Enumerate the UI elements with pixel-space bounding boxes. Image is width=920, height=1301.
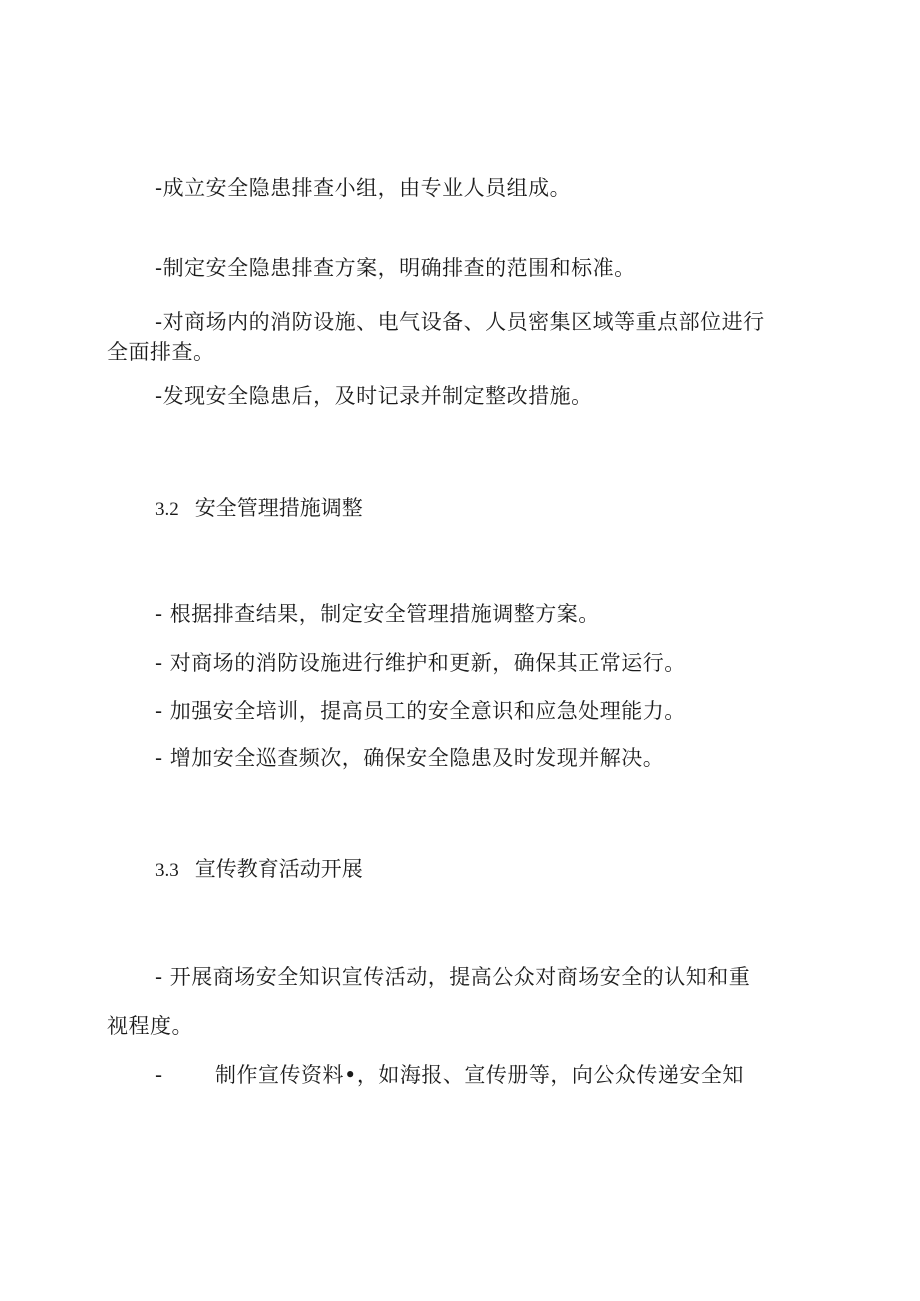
paragraph-record-hazards: -发现安全隐患后，及时记录并制定整改措施。 — [155, 384, 593, 408]
section-number: 3.3 — [155, 860, 179, 881]
paragraph-materials: 制作宣传资料•，如海报、宣传册等，向公众传递安全知 — [215, 1063, 744, 1087]
section-number: 3.2 — [155, 499, 179, 520]
paragraph-publicity-activity: - 开展商场安全知识宣传活动，提高公众对商场安全的认知和重 — [155, 965, 751, 989]
section-heading-3-2 — [155, 496, 363, 522]
paragraph-increase-patrols: - 增加安全巡查频次，确保安全隐患及时发现并解决。 — [155, 746, 665, 770]
paragraph-check-key-areas-cont: 全面排查。 — [107, 340, 215, 364]
paragraph-adjust-plan: - 根据排查结果，制定安全管理措施调整方案。 — [155, 602, 600, 626]
section-heading-3-3 — [155, 857, 363, 883]
paragraph-publicity-activity-cont: 视程度。 — [107, 1014, 193, 1038]
paragraph-strengthen-training: - 加强安全培训，提高员工的安全意识和应急处理能力。 — [155, 699, 686, 723]
paragraph-check-key-areas: -对商场内的消防设施、电气设备、人员密集区域等重点部位进行 — [155, 310, 765, 334]
paragraph-form-team: -成立安全隐患排查小组，由专业人员组成。 — [155, 176, 572, 200]
paragraph-maintain-facilities: - 对商场的消防设施进行维护和更新，确保其正常运行。 — [155, 651, 686, 675]
section-title: 安全管理措施调整 — [194, 496, 363, 520]
paragraph-make-plan: -制定安全隐患排查方案，明确排查的范围和标准。 — [155, 256, 636, 280]
section-title: 宣传教育活动开展 — [194, 857, 363, 881]
paragraph-materials-dash: - — [155, 1063, 163, 1087]
